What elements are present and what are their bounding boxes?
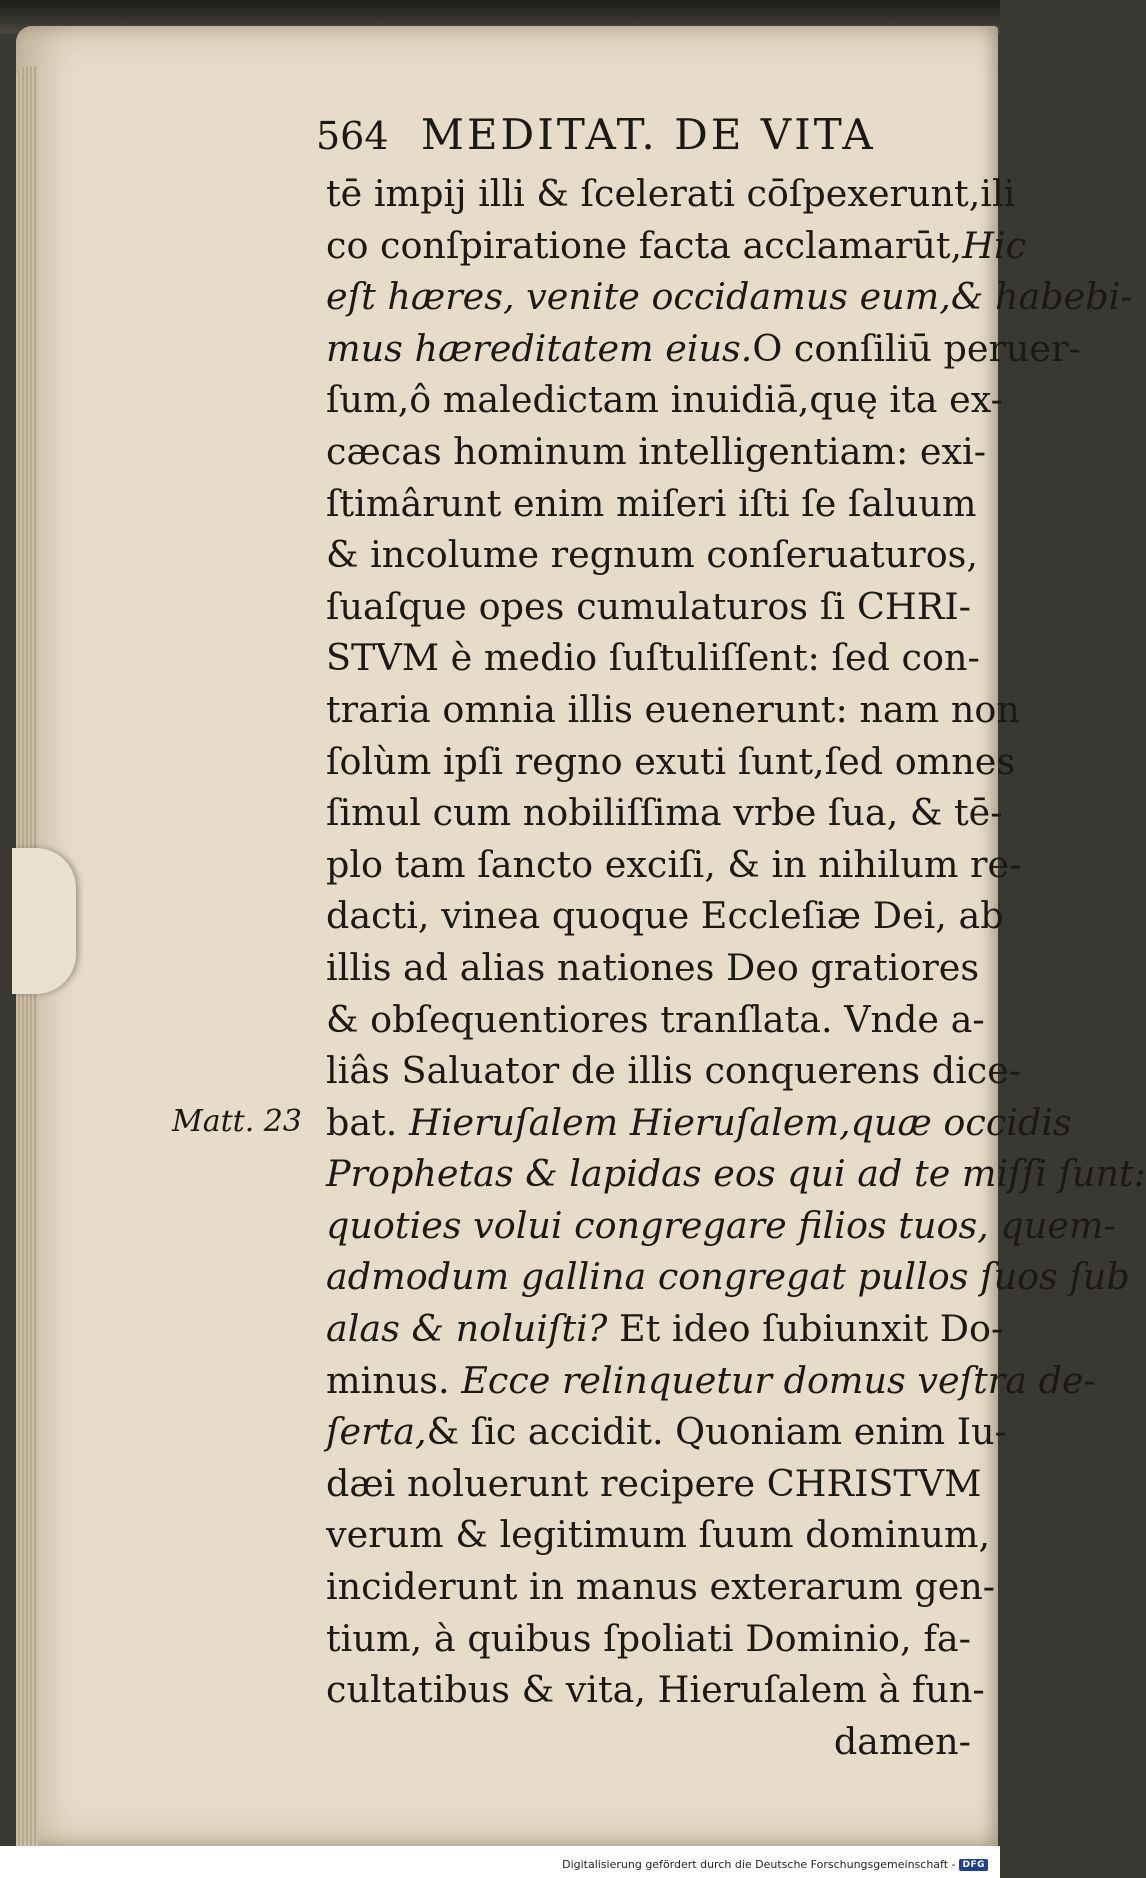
text-line	[326, 1097, 1072, 1149]
body-text	[326, 168, 1146, 1767]
text-line	[326, 1458, 982, 1510]
thumb-index-tab	[12, 848, 76, 994]
italic-text-segment: ſerta,	[326, 1410, 427, 1454]
text-line	[326, 1561, 996, 1613]
text-segment: traria omnia illis euenerunt: nam non	[326, 687, 1020, 731]
italic-text-segment: eſt hæres, venite occidamus eum,& habebi-	[326, 275, 1133, 319]
running-title: MEDITAT. DE VITA	[420, 110, 876, 159]
text-segment: cæcas hominum intelligentiam: exi-	[326, 429, 987, 473]
text-line	[326, 1716, 971, 1768]
text-line	[326, 1200, 1116, 1252]
text-segment: & obſequentiores tranſlata. Vnde a-	[326, 997, 985, 1041]
text-line	[326, 839, 1022, 891]
text-line	[326, 168, 1016, 220]
text-segment: ſuaſque opes cumulaturos ſi CHRI-	[326, 584, 971, 628]
italic-text-segment: mus hæreditatem eius.	[326, 326, 753, 370]
italic-text-segment: Hic	[962, 223, 1027, 267]
text-segment: illis ad alias nationes Deo gratiores	[326, 945, 980, 989]
text-segment: co conſpiratione facta acclamarūt,	[326, 223, 963, 267]
text-line	[326, 271, 1133, 323]
text-segment: dacti, vinea quoque Eccleſiæ Dei, ab	[326, 894, 1004, 938]
text-segment: minus.	[326, 1358, 462, 1402]
text-segment: ſimul cum nobiliſſima vrbe ſua, & tē-	[326, 791, 1003, 835]
text-segment: Et ideo ſubiunxit Do-	[607, 1307, 1004, 1351]
text-line	[326, 426, 987, 478]
italic-text-segment: Ecce relinquetur domus veſtra de-	[461, 1358, 1096, 1402]
page-number: 564	[316, 114, 389, 158]
text-line	[326, 1664, 985, 1716]
text-line	[326, 323, 1081, 375]
text-line	[326, 1045, 1022, 1097]
italic-text-segment: admodum gallina congregat pullos ſuos ſub	[326, 1255, 1130, 1299]
running-header	[316, 110, 956, 170]
text-line	[326, 1355, 1096, 1407]
text-line	[326, 1613, 971, 1665]
text-line	[326, 684, 1020, 736]
credit-text: Digitalisierung gefördert durch die Deutsche Forschungsgemeinschaft -	[562, 1858, 956, 1871]
text-segment: & ſic accidit. Quoniam enim Iu-	[426, 1410, 1007, 1454]
text-line	[326, 787, 1003, 839]
text-line	[326, 994, 985, 1046]
text-segment: cultatibus & vita, Hieruſalem à fun-	[326, 1668, 985, 1712]
text-line	[326, 220, 1027, 272]
dfg-logo: DFG	[959, 1859, 988, 1871]
text-segment: damen-	[833, 1719, 971, 1763]
text-line	[326, 942, 980, 994]
text-segment: bat.	[326, 1100, 409, 1144]
italic-text-segment: alas & noluiſti?	[326, 1307, 608, 1351]
text-line	[326, 1406, 1007, 1458]
italic-text-segment: quoties volui congregare filios tuos, quem-	[326, 1203, 1116, 1247]
text-line	[326, 1303, 1004, 1355]
text-segment: STVM è medio ſuſtuliſſent: ſed con-	[326, 636, 980, 680]
margin-note: Matt. 23	[172, 1104, 302, 1139]
italic-text-segment: Prophetas & lapidas eos qui ad te miſſi ſunt:	[326, 1152, 1146, 1196]
text-segment: inciderunt in manus exterarum gen-	[326, 1565, 996, 1609]
text-segment: O conſiliū peruer-	[752, 326, 1081, 370]
text-segment: dæi noluerunt recipere CHRISTVM	[326, 1461, 982, 1505]
text-line	[326, 890, 1004, 942]
text-segment: ſum,ô maledictam inuidiā,quę ita ex-	[326, 378, 1003, 422]
text-segment: tium, à quibus ſpoliati Dominio, fa-	[326, 1616, 971, 1660]
text-segment: ſtimârunt enim miſeri iſti ſe ſaluum	[326, 481, 977, 525]
text-line	[326, 581, 971, 633]
text-segment: & incolume regnum conſeruaturos,	[326, 533, 979, 577]
text-segment: verum & legitimum ſuum dominum,	[326, 1513, 991, 1557]
text-line	[326, 1509, 991, 1561]
text-line	[326, 1148, 1146, 1200]
text-line	[326, 478, 977, 530]
text-line	[326, 529, 979, 581]
text-segment: ſolùm ipſi regno exuti ſunt,ſed omnes	[326, 739, 1016, 783]
text-line	[326, 374, 1003, 426]
text-line	[326, 632, 980, 684]
text-segment: plo tam ſancto exciſi, & in nihilum re-	[326, 842, 1022, 886]
text-line	[326, 736, 1016, 788]
text-segment: liâs Saluator de illis conquerens dice-	[326, 1049, 1022, 1093]
digitization-credit	[562, 1858, 988, 1871]
italic-text-segment: Hieruſalem Hieruſalem,quæ occidis	[409, 1100, 1072, 1144]
text-segment: tē impij illi & ſcelerati cōſpexerunt,ili	[326, 172, 1016, 215]
text-line	[326, 1251, 1130, 1303]
